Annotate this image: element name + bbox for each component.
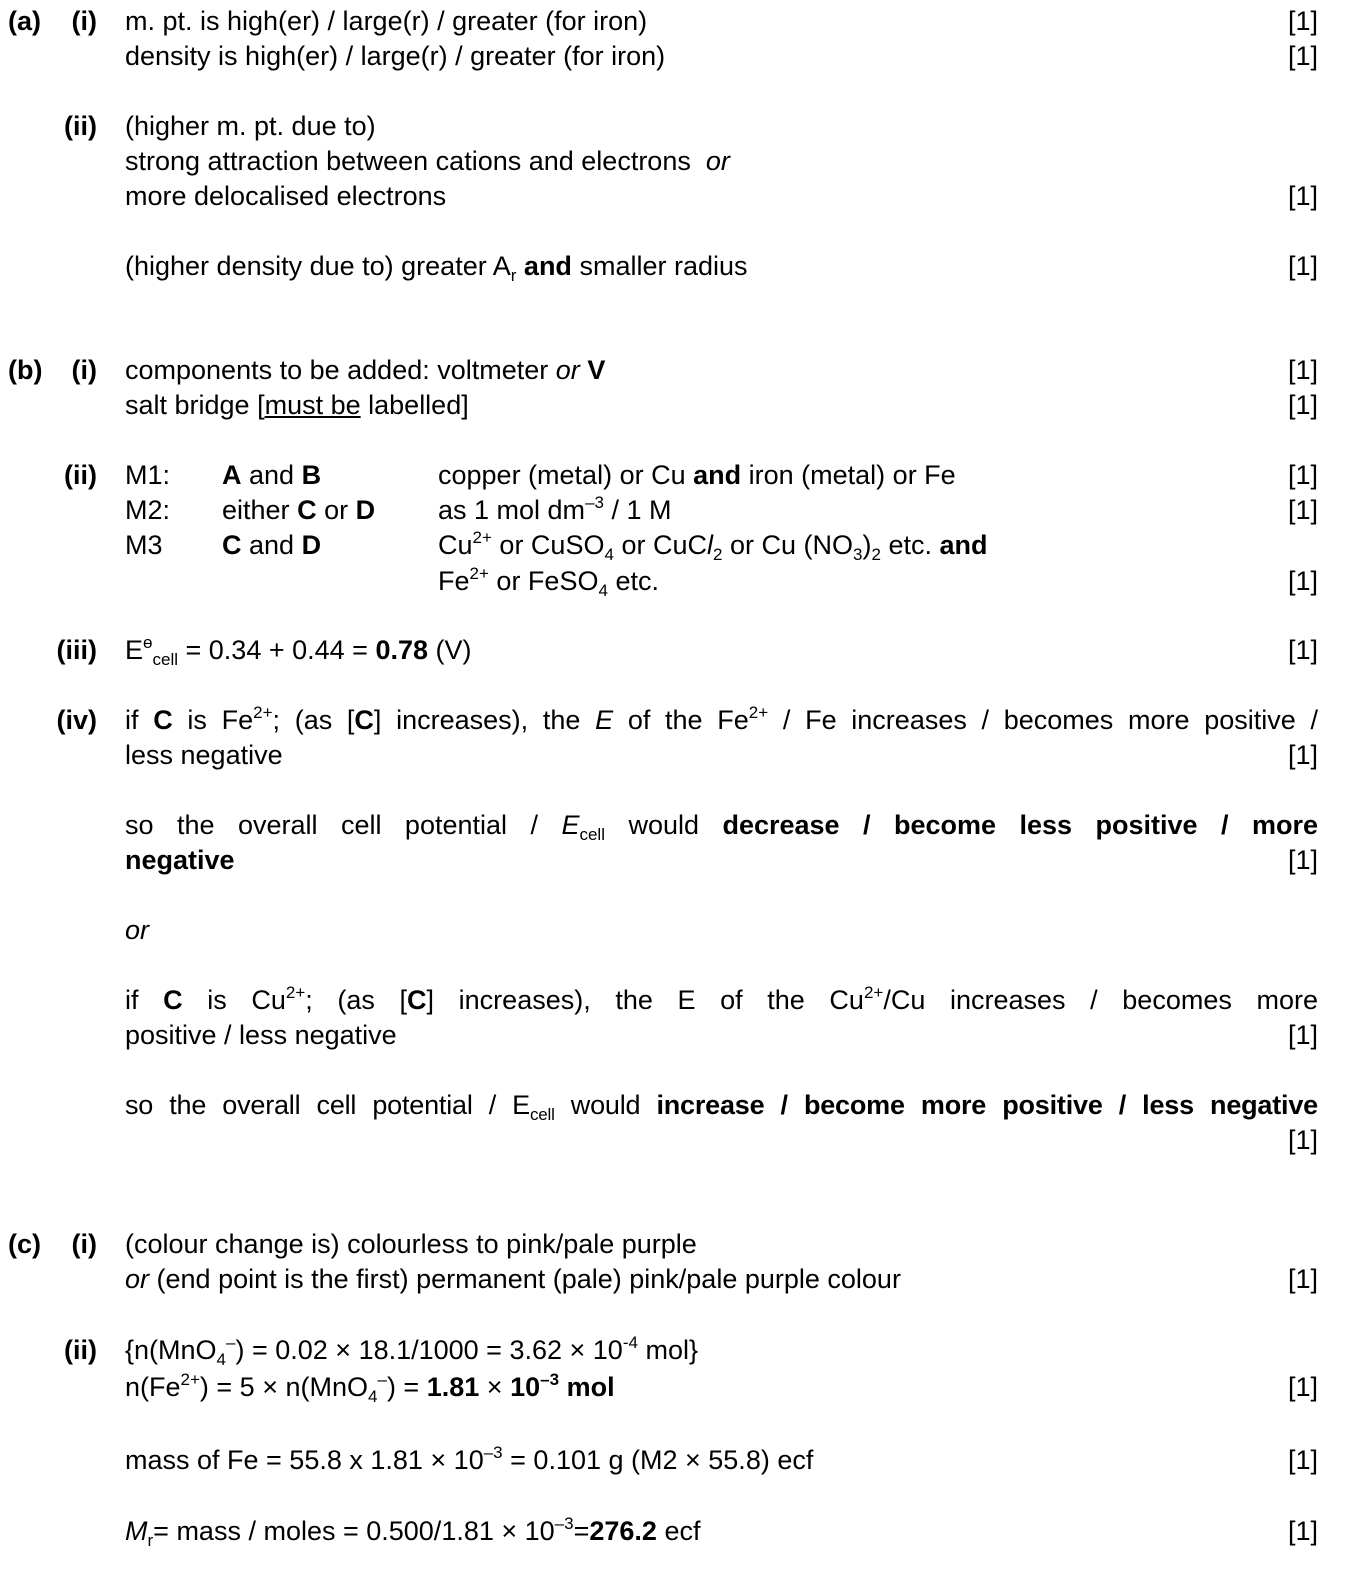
bold-d: D: [355, 495, 376, 525]
and-word: and: [249, 460, 295, 490]
b-iv-or-line: [0, 912, 1345, 948]
text-part: /Cu increases / becomes more: [883, 985, 1318, 1015]
bold-and: and: [523, 251, 572, 281]
m1-desc-pre: copper (metal) or Cu: [438, 460, 686, 490]
text-part: =: [573, 1516, 590, 1546]
b-ii-m3-row: [0, 527, 1345, 563]
b-iv-p1-line1: [0, 702, 1345, 738]
c-ii-text3: [125, 1442, 813, 1478]
a-ii-line3: [0, 178, 1345, 214]
b-iii-text: [125, 632, 472, 668]
a-ii-text3: more delocalised electrons: [125, 181, 447, 211]
equation: = 0.34 + 0.44 =: [185, 635, 368, 665]
text-part: ) = 0.02 × 18.1/1000 = 3.62 × 10: [235, 1335, 623, 1365]
b-iv-p1-line2: [0, 737, 1345, 773]
superscript: -4: [622, 1333, 638, 1352]
text-part: so the overall cell potential / E: [125, 1090, 530, 1120]
superscript: 2+: [472, 528, 492, 547]
a-i-text1: m. pt. is high(er) / large(r) / greater (for iron): [125, 6, 648, 36]
roman-i-label: (i): [71, 6, 97, 36]
superscript: –3: [554, 1514, 574, 1533]
cuc: or CuC: [621, 530, 707, 560]
e-symbol: E: [125, 635, 144, 665]
m3-label: M3: [125, 530, 163, 560]
c-ii-line1: [0, 1332, 1345, 1368]
bold-answer: 10: [510, 1372, 541, 1402]
standard-symbol: ө: [143, 633, 153, 652]
subscript: 3: [853, 545, 863, 564]
answer: 0.78: [375, 635, 429, 665]
bold-d: D: [301, 530, 322, 560]
m2-desc-pre: as 1 mol dm: [438, 495, 586, 525]
unit: (V): [435, 635, 472, 665]
bold-c: C: [354, 705, 374, 735]
bold-and: and: [939, 530, 988, 560]
bold-a: A: [222, 460, 242, 490]
text-part: ecf: [664, 1516, 701, 1546]
a-i-text2: density is high(er) / large(r) / greater (for iron): [125, 41, 666, 71]
superscript: –3: [540, 1370, 560, 1389]
mark: [1]: [1287, 1264, 1318, 1294]
part-a-label: (a): [8, 6, 41, 36]
roman-ii-label: (ii): [64, 111, 97, 141]
a-i-line1: [0, 3, 1345, 39]
m3-components: [222, 527, 321, 563]
subscript: cell: [529, 1105, 555, 1124]
times-sign: ×: [486, 1372, 503, 1402]
m1-desc-post: iron (metal) or Fe: [748, 460, 956, 490]
c-i-line1: [0, 1226, 1345, 1262]
bold-conclusion: decrease / become less positive / more: [722, 810, 1318, 840]
text-part: n(Fe: [125, 1372, 181, 1402]
text-part: {n(MnO: [125, 1335, 217, 1365]
or-word: or: [705, 146, 730, 176]
subscript: r: [147, 1531, 154, 1550]
part-c-label: (c): [8, 1229, 41, 1259]
b-iv-p2-text1: [125, 807, 1318, 843]
a-ii-text4: [125, 248, 748, 284]
b-iv-p3-line2: [0, 1017, 1345, 1053]
c-ii-line4: [0, 1513, 1345, 1549]
b-iv-p3-line1: [0, 982, 1345, 1018]
mark: [1]: [1287, 635, 1318, 665]
a-ii-line2: [0, 143, 1345, 179]
superscript: 2+: [469, 564, 489, 583]
c-ii-line3: [0, 1442, 1345, 1478]
subscript: 2: [712, 545, 723, 564]
c-ii-text1: [125, 1332, 698, 1368]
b-i-text2: [125, 387, 469, 423]
subscript: 4: [216, 1350, 227, 1369]
bold-c: C: [407, 985, 427, 1015]
bold-answer: 1.81: [426, 1372, 480, 1402]
bold-v: V: [587, 355, 606, 385]
mark: [1]: [1287, 495, 1318, 525]
subscript: r: [510, 266, 517, 285]
text-part: ) = 5 × n(MnO: [199, 1372, 368, 1402]
paren: ): [862, 530, 872, 560]
roman-iv-label: (iv): [56, 705, 97, 735]
etc: etc.: [888, 530, 932, 560]
m1-components: [222, 457, 321, 493]
mark: [1]: [1287, 1516, 1318, 1546]
superscript: –: [377, 1370, 387, 1389]
roman-i-label: (i): [71, 1229, 97, 1259]
italic-m: M: [125, 1516, 148, 1546]
is-cu: is Cu: [207, 985, 286, 1015]
b-i-text2-post: labelled]: [368, 390, 469, 420]
m2-description: [438, 492, 672, 528]
bold-conclusion: increase / become more positive / less negative: [656, 1090, 1318, 1120]
b-iv-p2-line1: [0, 807, 1345, 843]
m1-description: [438, 457, 956, 493]
mark: [1]: [1287, 740, 1318, 770]
b-iv-p4-line1: [0, 1087, 1345, 1123]
superscript: –3: [585, 493, 604, 512]
roman-ii-label: (ii): [64, 1335, 97, 1365]
roman-ii-label: (ii): [64, 460, 97, 490]
text-part: ] increases), the E of the Cu: [426, 985, 864, 1015]
cuso: or CuSO: [499, 530, 605, 560]
text-part: so the overall cell potential /: [125, 810, 538, 840]
mark: [1]: [1287, 845, 1318, 875]
mark: [1]: [1287, 251, 1318, 281]
text-part: of the Fe: [627, 705, 749, 735]
subscript: 4: [604, 545, 614, 564]
c-i-text2-main: (end point is the first) permanent (pale) pink/pale purple colour: [156, 1264, 901, 1294]
mark: [1]: [1287, 181, 1318, 211]
b-iv-p4-text1: [125, 1087, 1318, 1123]
superscript: 2+: [863, 983, 884, 1002]
bold-and: and: [693, 460, 742, 490]
text-part: ] increases), the: [373, 705, 581, 735]
would-word: would: [570, 1090, 641, 1120]
subscript: 4: [368, 1387, 378, 1406]
bold-answer: 276.2: [589, 1516, 657, 1546]
a-i-line2: [0, 38, 1345, 74]
b-ii-m1-row: [0, 457, 1345, 493]
a-ii-text2: [125, 143, 730, 179]
superscript: 2+: [748, 703, 769, 722]
b-i-line2: [0, 387, 1345, 423]
m1-label: M1:: [125, 460, 171, 490]
mark: [1]: [1287, 566, 1318, 596]
bold-c: C: [222, 530, 242, 560]
a-ii-text1: (higher m. pt. due to): [125, 111, 376, 141]
text-part: = 0.101 g (M2 × 55.8) ecf: [510, 1445, 814, 1475]
b-i-text1: [125, 352, 605, 388]
a-ii-text4-pre: (higher density due to) greater A: [125, 251, 511, 281]
italic-e: E: [595, 705, 614, 735]
part-b-label: (b): [8, 355, 43, 385]
superscript: 2+: [285, 983, 306, 1002]
etc: etc.: [615, 566, 659, 596]
b-iv-p2-line2: [0, 842, 1345, 878]
m3-description-1: [438, 527, 988, 563]
either-word: either: [222, 495, 290, 525]
b-ii-m3-row2: [0, 563, 1345, 599]
subscript: 2: [871, 545, 881, 564]
a-ii-line4: [0, 248, 1345, 284]
superscript: –3: [483, 1443, 503, 1462]
and-word: and: [249, 530, 295, 560]
b-iv-p3-text2: positive / less negative: [125, 1020, 397, 1050]
b-i-line1: [0, 352, 1345, 388]
subscript: cell: [579, 825, 605, 844]
bold-c: C: [163, 985, 183, 1015]
cu: Cu: [438, 530, 473, 560]
if-word: if: [125, 985, 139, 1015]
subscript: cell: [152, 650, 178, 669]
feso: or FeSO: [496, 566, 599, 596]
mark: [1]: [1287, 1020, 1318, 1050]
mark: [1]: [1287, 460, 1318, 490]
mark: [1]: [1287, 41, 1318, 71]
superscript: 2+: [253, 703, 273, 722]
text-part: ; (as [: [272, 705, 355, 735]
b-iv-p3-text1: [125, 982, 1318, 1018]
cuno: or Cu (NO: [729, 530, 853, 560]
fe: Fe: [438, 566, 470, 596]
c-ii-line2: [0, 1369, 1345, 1405]
b-iv-p1-text1: [125, 702, 1318, 738]
text-part: mol}: [645, 1335, 698, 1365]
or-word: or: [555, 355, 580, 385]
m2-label: M2:: [125, 495, 171, 525]
c-ii-text4: [125, 1513, 701, 1549]
b-iv-p1-text2: less negative: [125, 740, 283, 770]
mark: [1]: [1287, 1445, 1318, 1475]
superscript: –: [226, 1333, 236, 1352]
is-fe: is Fe: [187, 705, 254, 735]
text-part: ) =: [386, 1372, 420, 1402]
would-word: would: [628, 810, 699, 840]
superscript: 2+: [180, 1370, 200, 1389]
c-i-line2: [0, 1261, 1345, 1297]
b-ii-m2-row: [0, 492, 1345, 528]
bold-b: B: [301, 460, 322, 490]
italic-l: l: [706, 530, 713, 560]
text-part: / Fe increases / becomes more positive /: [782, 705, 1318, 735]
b-i-text2-pre: salt bridge [: [125, 390, 265, 420]
b-iii-line: [0, 632, 1345, 668]
m3-description-2: [438, 563, 659, 599]
text-part: ; (as [: [305, 985, 408, 1015]
text-part: = mass / moles = 0.500/1.81 × 10: [153, 1516, 555, 1546]
bold-c: C: [153, 705, 173, 735]
b-i-text1-pre: components to be added: voltmeter: [125, 355, 549, 385]
c-i-text2: [125, 1261, 901, 1297]
mark: [1]: [1287, 1372, 1318, 1402]
subscript: 4: [598, 581, 608, 600]
a-ii-text4-post: smaller radius: [579, 251, 748, 281]
or-word: or: [125, 915, 150, 945]
if-word: if: [125, 705, 139, 735]
mark: [1]: [1287, 355, 1318, 385]
text-part: mass of Fe = 55.8 x 1.81 × 10: [125, 1445, 484, 1475]
m2-components: [222, 492, 375, 528]
or-word: or: [324, 495, 349, 525]
c-ii-text2: [125, 1369, 615, 1405]
bold-unit: mol: [566, 1372, 615, 1402]
roman-iii-label: (iii): [56, 635, 97, 665]
a-ii-text2-main: strong attraction between cations and electrons: [125, 146, 691, 176]
b-iv-p4-line2: [0, 1122, 1345, 1158]
m2-desc-post: / 1 M: [611, 495, 672, 525]
italic-e: E: [561, 810, 580, 840]
b-iv-p2-text2: negative: [125, 845, 235, 875]
roman-i-label: (i): [71, 355, 97, 385]
mark: [1]: [1287, 1125, 1318, 1155]
c-i-text1: (colour change is) colourless to pink/pale purple: [125, 1229, 697, 1259]
bold-c: C: [297, 495, 317, 525]
underlined-text: must be: [264, 390, 361, 420]
a-ii-line1: [0, 108, 1345, 144]
or-word: or: [125, 1264, 150, 1294]
mark: [1]: [1287, 6, 1318, 36]
mark: [1]: [1287, 390, 1318, 420]
